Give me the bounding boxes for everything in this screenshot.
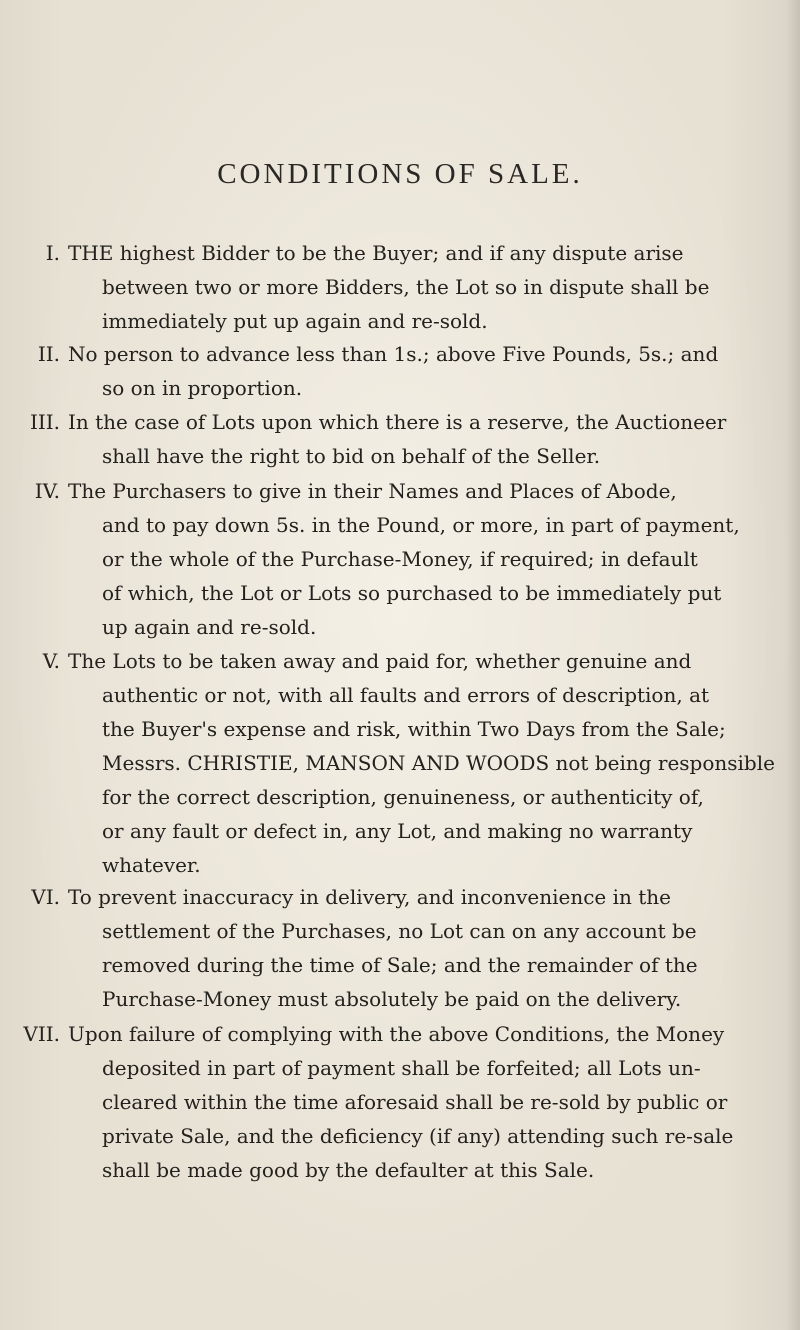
condition-line: or any fault or defect in, any Lot, and making no warranty (102, 819, 693, 843)
condition-line: Purchase-Money must absolutely be paid on the delivery. (102, 987, 682, 1011)
condition-numeral: I. (45, 241, 60, 265)
condition-line: for the correct description, genuineness, or authenticity of, (102, 785, 704, 809)
condition-line: Upon failure of complying with the above Conditions, the Money (68, 1022, 725, 1046)
condition-line: Messrs. CHRISTIE, MANSON AND WOODS not being responsible (102, 751, 775, 775)
condition-numeral: III. (29, 410, 60, 434)
condition-line: or the whole of the Purchase-Money, if required; in default (102, 547, 698, 571)
condition-numeral: VI. (31, 885, 60, 909)
condition-line: up again and re-sold. (102, 615, 317, 639)
condition-numeral: II. (37, 342, 60, 366)
condition-line: removed during the time of Sale; and the remainder of the (102, 953, 698, 977)
condition-line: private Sale, and the deficiency (if any) attending such re-sale (102, 1124, 734, 1148)
condition-line: shall be made good by the defaulter at this Sale. (102, 1158, 595, 1182)
condition-line: cleared within the time aforesaid shall be re-sold by public or (102, 1090, 728, 1114)
condition-line: The Lots to be taken away and paid for, whether genuine and (68, 649, 692, 673)
condition-line: immediately put up again and re-sold. (102, 309, 488, 333)
condition-line: The Purchasers to give in their Names and Places of Abode, (68, 479, 677, 503)
condition-line: settlement of the Purchases, no Lot can on any account be (102, 919, 697, 943)
condition-line: authentic or not, with all faults and errors of description, at (102, 683, 710, 707)
condition-numeral: V. (42, 649, 60, 673)
condition-line: the Buyer's expense and risk, within Two Days from the Sale; (102, 717, 726, 741)
condition-line: THE highest Bidder to be the Buyer; and if any dispute arise (68, 241, 684, 265)
condition-line: whatever. (102, 853, 201, 877)
condition-line: To prevent inaccuracy in delivery, and inconvenience in the (68, 885, 672, 909)
condition-line: of which, the Lot or Lots so purchased to be immediately put (102, 581, 722, 605)
condition-line: No person to advance less than 1s.; above Five Pounds, 5s.; and (68, 342, 719, 366)
page-title: CONDITIONS OF SALE. (217, 158, 583, 190)
page-edge-shadow (786, 0, 800, 1330)
condition-line: and to pay down 5s. in the Pound, or more, in part of payment, (102, 513, 740, 537)
condition-line: so on in proportion. (102, 376, 303, 400)
condition-numeral: IV. (34, 479, 60, 503)
condition-line: In the case of Lots upon which there is a reserve, the Auctioneer (68, 410, 727, 434)
condition-line: deposited in part of payment shall be forfeited; all Lots un- (102, 1056, 701, 1080)
condition-line: between two or more Bidders, the Lot so in dispute shall be (102, 275, 710, 299)
condition-line: shall have the right to bid on behalf of the Seller. (102, 444, 601, 468)
condition-numeral: VII. (23, 1022, 60, 1046)
